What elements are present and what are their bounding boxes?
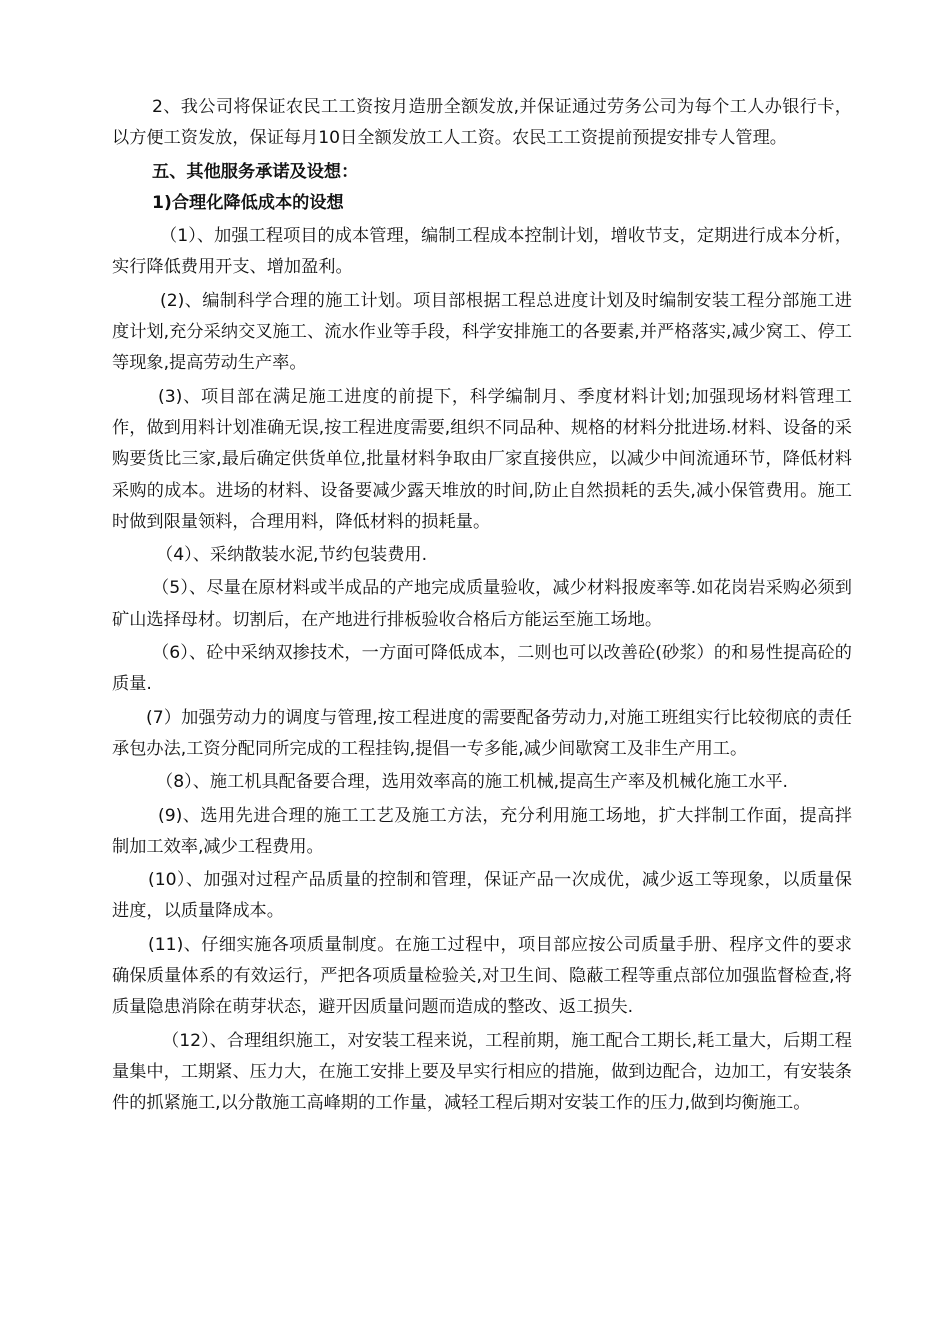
paragraph-wage-commitment: 2、我公司将保证农民工工资按月造册全额发放,并保证通过劳务公司为每个工人办银行卡，以方便工资发放，保证每月10日全额发放工人工资。农民工工资提前预提安排专人管理。 [112,97,852,149]
paragraph-item-8: （8）、施工机具配备要合理，选用效率高的施工机械,提高生产率及机械化施工水平. [156,772,789,793]
document-page [112,92,852,1120]
subsection-heading-cost-reduction: 1)合理化降低成本的设想 [152,192,344,213]
paragraph-item-10: (10）、加强对过程产品质量的控制和管理，保证产品一次成优，减少返工等现象，以质量保进度，以质量降成本。 [112,870,852,922]
paragraph-item-3: (3)、项目部在满足施工进度的前提下，科学编制月、季度材料计划;加强现场材料管理工作，做到用料计划准确无误,按工程进度需要,组织不同品种、规格的材料分批进场.材料、设备的采购要货比三家,最后确定供货单位,批量材料争取由厂家直接供应，以减少中间流通环节，降低材料采购的成本。进场的材料、设备要减少露天堆放的时间,防止自然损耗的丢失,减小保管费用。施工时做到限量领料，合理用料，降低材料的损耗量。 [112,386,852,532]
paragraph-item-2: (2)、编制科学合理的施工计划。项目部根据工程总进度计划及时编制安装工程分部施工进度计划,充分采纳交叉施工、流水作业等手段，科学安排施工的各要素,并严格落实,减少窝工、停工等现象,提高劳动生产率。 [112,290,852,374]
paragraph-item-6: （6）、砼中采纳双掺技术，一方面可降低成本，二则也可以改善砼(砂浆）的和易性提高砼的质量. [112,643,852,695]
paragraph-item-4: （4）、采纳散装水泥,节约包装费用. [156,545,428,566]
paragraph-item-7: (7）加强劳动力的调度与管理,按工程进度的需要配备劳动力,对施工班组实行比较彻底的责任承包办法,工资分配同所完成的工程挂钩,提倡一专多能,减少间歇窝工及非生产用工。 [112,707,852,759]
paragraph-item-5: （5）、尽量在原材料或半成品的产地完成质量验收，减少材料报废率等.如花岗岩采购必须到矿山选择母材。切割后，在产地进行排板验收合格后方能运至施工场地。 [112,578,852,630]
paragraph-item-11: (11)、仔细实施各项质量制度。在施工过程中，项目部应按公司质量手册、程序文件的要求确保质量体系的有效运行，严把各项质量检验关,对卫生间、隐蔽工程等重点部位加强监督检查,将质量隐患消除在萌芽状态，避开因质量问题而造成的整改、返工损失. [112,934,852,1018]
paragraph-item-12: （12）、合理组织施工，对安装工程来说，工程前期，施工配合工期长,耗工量大，后期工程量集中，工期紧、压力大，在施工安排上要及早实行相应的措施，做到边配合，边加工，有安装条件的抓紧施工,以分散施工高峰期的工作量，减轻工程后期对安装工作的压力,做到均衡施工。 [112,1030,852,1114]
section-heading-other-commitments: 五、其他服务承诺及设想： [152,161,359,182]
paragraph-item-9: (9)、选用先进合理的施工工艺及施工方法，充分利用施工场地，扩大拌制工作面，提高拌制加工效率,减少工程费用。 [112,805,852,857]
paragraph-item-1: （1）、加强工程项目的成本管理，编制工程成本控制计划，增收节支，定期进行成本分析，实行降低费用开支、增加盈利。 [112,226,852,278]
